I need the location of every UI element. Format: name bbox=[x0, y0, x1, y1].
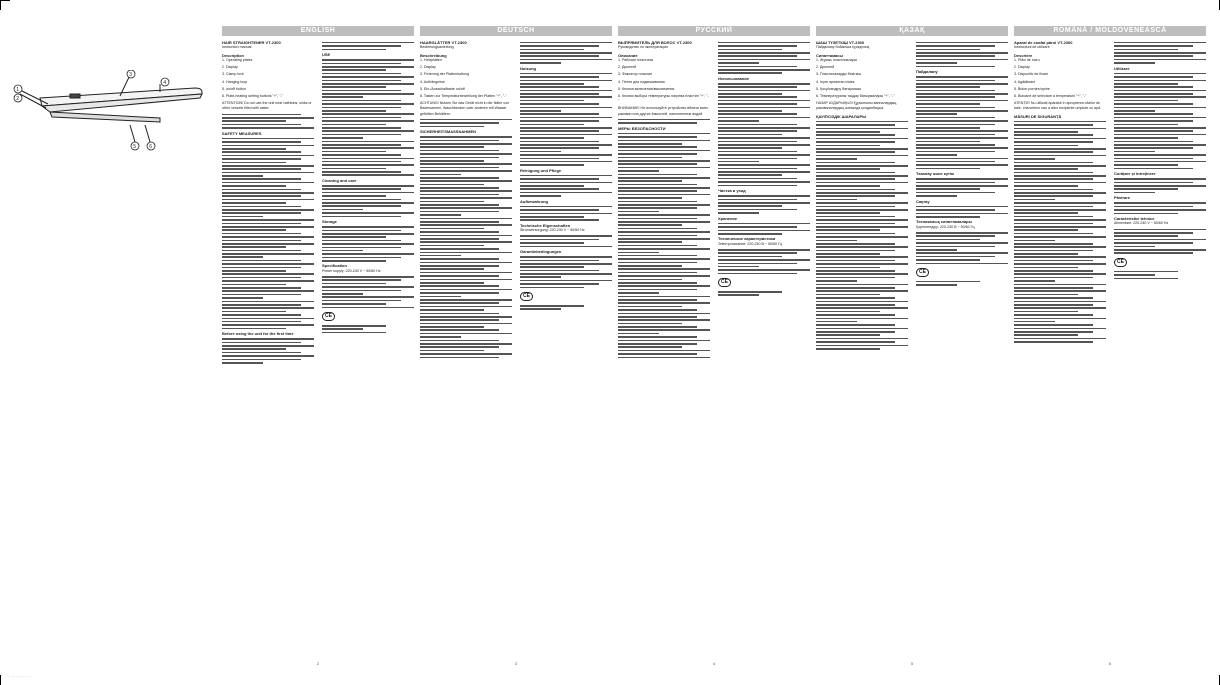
list-item: 5. Кнопка включения/выключения bbox=[618, 86, 675, 91]
page-english bbox=[222, 26, 414, 666]
text-column bbox=[718, 40, 810, 660]
list-item: 1. Operating plates bbox=[222, 58, 253, 63]
list-item: 4. Ілуге арналған ілмек bbox=[816, 79, 855, 84]
section-heading: Utilizare bbox=[1114, 65, 1130, 71]
section-heading: Păstrare bbox=[1114, 195, 1131, 201]
section-heading: Пайдалану bbox=[916, 68, 938, 74]
list-item: 6. Plate-heating setting buttons "+", "-" bbox=[222, 94, 283, 99]
manual-subtitle: Bedienungsanleitung bbox=[420, 45, 454, 50]
list-item: 4. Hanging loop bbox=[222, 79, 248, 84]
text-column bbox=[520, 40, 612, 660]
svg-text:6: 6 bbox=[149, 144, 153, 150]
attention-note: ВНИМАНИЕ! Не используйте устройство вблизи ванн, раковин или других ёмкостей, наполненных водой. bbox=[618, 106, 709, 116]
language-header: ROMÂNĂ / MOLDOVENEASCĂ bbox=[1014, 26, 1206, 36]
page-number: 3 bbox=[514, 661, 518, 666]
section-heading: МЕРЫ БЕЗОПАСНОСТИ bbox=[618, 125, 666, 131]
section-heading: SAFETY MEASURES bbox=[222, 130, 262, 136]
product-title: HAARGLÄTTER VT-2300 bbox=[420, 40, 467, 45]
manual-subtitle: Instruction manual bbox=[222, 45, 252, 50]
attention-note: ATENȚIE! Nu utilizați aparatul în apropierea căzilor de baie, chiuvetelor sau a altor recipiente umplute cu apă. bbox=[1014, 101, 1102, 111]
product-title: HAIR STRAIGHTENER VT-2300 bbox=[222, 40, 281, 45]
language-header: ҚАЗАҚ bbox=[816, 26, 1008, 36]
list-item: 4. Aufhängeöse bbox=[420, 79, 445, 84]
svg-text:4: 4 bbox=[163, 80, 167, 86]
section-heading: Technische Eigenschaften bbox=[520, 222, 571, 228]
ce-mark: CE bbox=[916, 268, 929, 277]
list-item: 2. Display bbox=[222, 65, 238, 70]
section-heading: MĂSURI DE SIGURANȚĂ bbox=[1014, 113, 1062, 119]
svg-text:5: 5 bbox=[133, 144, 137, 150]
list-item: 5. Ein-/Ausschalttaste on/off bbox=[420, 86, 465, 91]
product-title: ВЫПРЯМИТЕЛЬ ДЛЯ ВОЛОС VT-2300 bbox=[618, 40, 692, 45]
language-header: DEUTSCH bbox=[420, 26, 612, 36]
print-slug: · · · · · · · · · · bbox=[8, 674, 32, 679]
manual-subtitle: Руководство по эксплуатации bbox=[618, 45, 668, 50]
list-item: 2. Дисплей bbox=[816, 65, 835, 70]
list-item: 6. Tasten zur Temperatureinstellung der Platten "+", "-" bbox=[420, 94, 507, 99]
spec-power: Электропитание: 220-240 В ~ 50/60 Гц bbox=[718, 241, 783, 246]
spec-power: Power supply: 220-240 V ~ 50/60 Hz bbox=[322, 268, 381, 273]
text-column bbox=[322, 40, 414, 660]
list-item: 1. Heizplatten bbox=[420, 58, 442, 63]
page-deutsch bbox=[420, 26, 612, 666]
list-item: 6. Butoane de selectare a temperaturii "+", "-" bbox=[1014, 94, 1087, 99]
list-item: 2. Display bbox=[1014, 65, 1030, 70]
attention-note: ACHTUNG! Nutzen Sie das Gerät nicht in der Nähe von Badewannen, Waschbecken oder anderen mit Wasser gefüllten Behältern. bbox=[420, 101, 510, 116]
svg-text:3: 3 bbox=[129, 72, 133, 78]
language-header: РУССКИЙ bbox=[618, 26, 810, 36]
attention-note: НАЗАР АУДАРЫҢЫЗ! Құрылғыны ванналардың, раковиналардың жанында қолданбаңыз. bbox=[816, 101, 898, 111]
section-heading: SICHERHEITSMASSNAHMEN bbox=[420, 129, 477, 135]
section-heading: Сақтау bbox=[916, 198, 930, 204]
crop-mark bbox=[0, 0, 10, 1]
page-number: 4 bbox=[712, 661, 716, 666]
page-number: 6 bbox=[1108, 661, 1112, 666]
text-column bbox=[420, 40, 512, 660]
spec-power: Alimentare: 220-240 V ~ 50/60 Hz bbox=[1114, 221, 1169, 226]
spec-power: Stromversorgung: 220-240 V ~ 50/60 Hz bbox=[520, 228, 585, 233]
list-item: 1. Жұмыс пластиналары bbox=[816, 58, 858, 63]
list-item: 4. Петля для подвешивания bbox=[618, 79, 665, 84]
page-russian bbox=[618, 26, 810, 666]
section-heading: Тазалау және күтім bbox=[916, 171, 954, 177]
text-column bbox=[618, 40, 710, 660]
product-title: ШАШ ТҮЗЕТКІШ VT-2300 bbox=[816, 40, 865, 45]
list-item: 3. Dispozitiv de fixare bbox=[1014, 72, 1049, 77]
section-heading: Beschreibung bbox=[420, 52, 447, 58]
ce-mark: CE bbox=[322, 312, 335, 321]
crop-mark bbox=[0, 675, 1, 685]
section-heading: Curățare și întreținere bbox=[1114, 171, 1156, 177]
page-kazakh bbox=[816, 26, 1008, 666]
spec-power: Қоректендіру: 220-240 В ~ 50/60 Гц bbox=[916, 224, 975, 229]
ce-mark: CE bbox=[1114, 258, 1127, 267]
section-heading: Технические характеристики bbox=[718, 236, 776, 242]
section-heading: Caracteristici tehnice bbox=[1114, 215, 1155, 221]
list-item: 3. Fixierung der Plattenhaltung bbox=[420, 72, 469, 77]
ce-mark: CE bbox=[520, 292, 533, 301]
manual-subtitle: Пайдалану бойынша нұсқаулық bbox=[816, 45, 870, 50]
section-heading: Storage bbox=[322, 218, 337, 224]
section-heading: Description bbox=[222, 52, 245, 58]
text-column bbox=[916, 40, 1008, 660]
list-item: 3. Clamp lock bbox=[222, 72, 244, 77]
text-column bbox=[1014, 40, 1106, 660]
hair-straightener-illustration bbox=[10, 70, 210, 160]
list-item: 3. Пластиналарды бекіткіш bbox=[816, 72, 862, 77]
section-heading: Before using the unit for the first time bbox=[222, 331, 294, 337]
svg-text:2: 2 bbox=[16, 96, 20, 102]
section-heading: USE bbox=[322, 51, 331, 57]
list-item: 6. Температураны таңдау батырмалары "+", "-" bbox=[816, 94, 895, 99]
product-title: Aparat de coafat părul VT-2300 bbox=[1014, 40, 1073, 45]
list-item: 1. Рабочие пластины bbox=[618, 58, 654, 63]
section-heading: Reinigung und Pflege bbox=[520, 167, 562, 173]
svg-text:1: 1 bbox=[16, 87, 20, 93]
crop-mark bbox=[0, 0, 1, 10]
section-heading: Specification bbox=[322, 263, 347, 269]
list-item: 2. Display bbox=[420, 65, 436, 70]
section-heading: Чистка и уход bbox=[718, 188, 746, 194]
section-heading: Использование bbox=[718, 75, 749, 81]
section-heading: Хранение bbox=[718, 215, 738, 221]
section-heading: Nutzung bbox=[520, 65, 536, 71]
section-heading: Aufbewahrung bbox=[520, 198, 548, 204]
text-column bbox=[222, 40, 314, 660]
section-heading: Сипаттамасы bbox=[816, 52, 843, 58]
list-item: 5. Қосу/сөндіру батырмасы bbox=[816, 86, 862, 91]
text-column bbox=[1114, 40, 1206, 660]
ce-mark: CE bbox=[718, 278, 731, 287]
list-item: 2. Дисплей bbox=[618, 65, 637, 70]
page-number: 2 bbox=[316, 661, 320, 666]
list-item: 3. Фиксатор пластин bbox=[618, 72, 653, 77]
list-item: 4. Agățătoare bbox=[1014, 79, 1036, 84]
section-heading: Описание bbox=[618, 52, 638, 58]
section-heading: Техникалық сипаттамалары bbox=[916, 219, 973, 225]
language-header: ENGLISH bbox=[222, 26, 414, 36]
manual-subtitle: Instrucțiuni de utilizare bbox=[1014, 45, 1050, 50]
text-column bbox=[816, 40, 908, 660]
section-heading: ҚАУІПСІЗДІК ШАРАЛАРЫ bbox=[816, 113, 867, 119]
attention-note: ATTENTION! Do not use the unit near bathtubs, sinks or other vessels filled with water. bbox=[222, 101, 312, 111]
list-item: 1. Plăci de lucru bbox=[1014, 58, 1040, 63]
page-number: 5 bbox=[910, 661, 914, 666]
section-heading: Descriere bbox=[1014, 52, 1033, 58]
section-heading: Garantiebedingungen bbox=[520, 248, 562, 254]
page-romanian bbox=[1014, 26, 1206, 666]
list-item: 5. on/off button bbox=[222, 86, 246, 91]
list-item: 5. Buton pornire/oprire bbox=[1014, 86, 1050, 91]
section-heading: Cleaning and care bbox=[322, 177, 357, 183]
list-item: 6. Кнопки выбора температуры нагрева пластин "+", "-" bbox=[618, 94, 709, 104]
